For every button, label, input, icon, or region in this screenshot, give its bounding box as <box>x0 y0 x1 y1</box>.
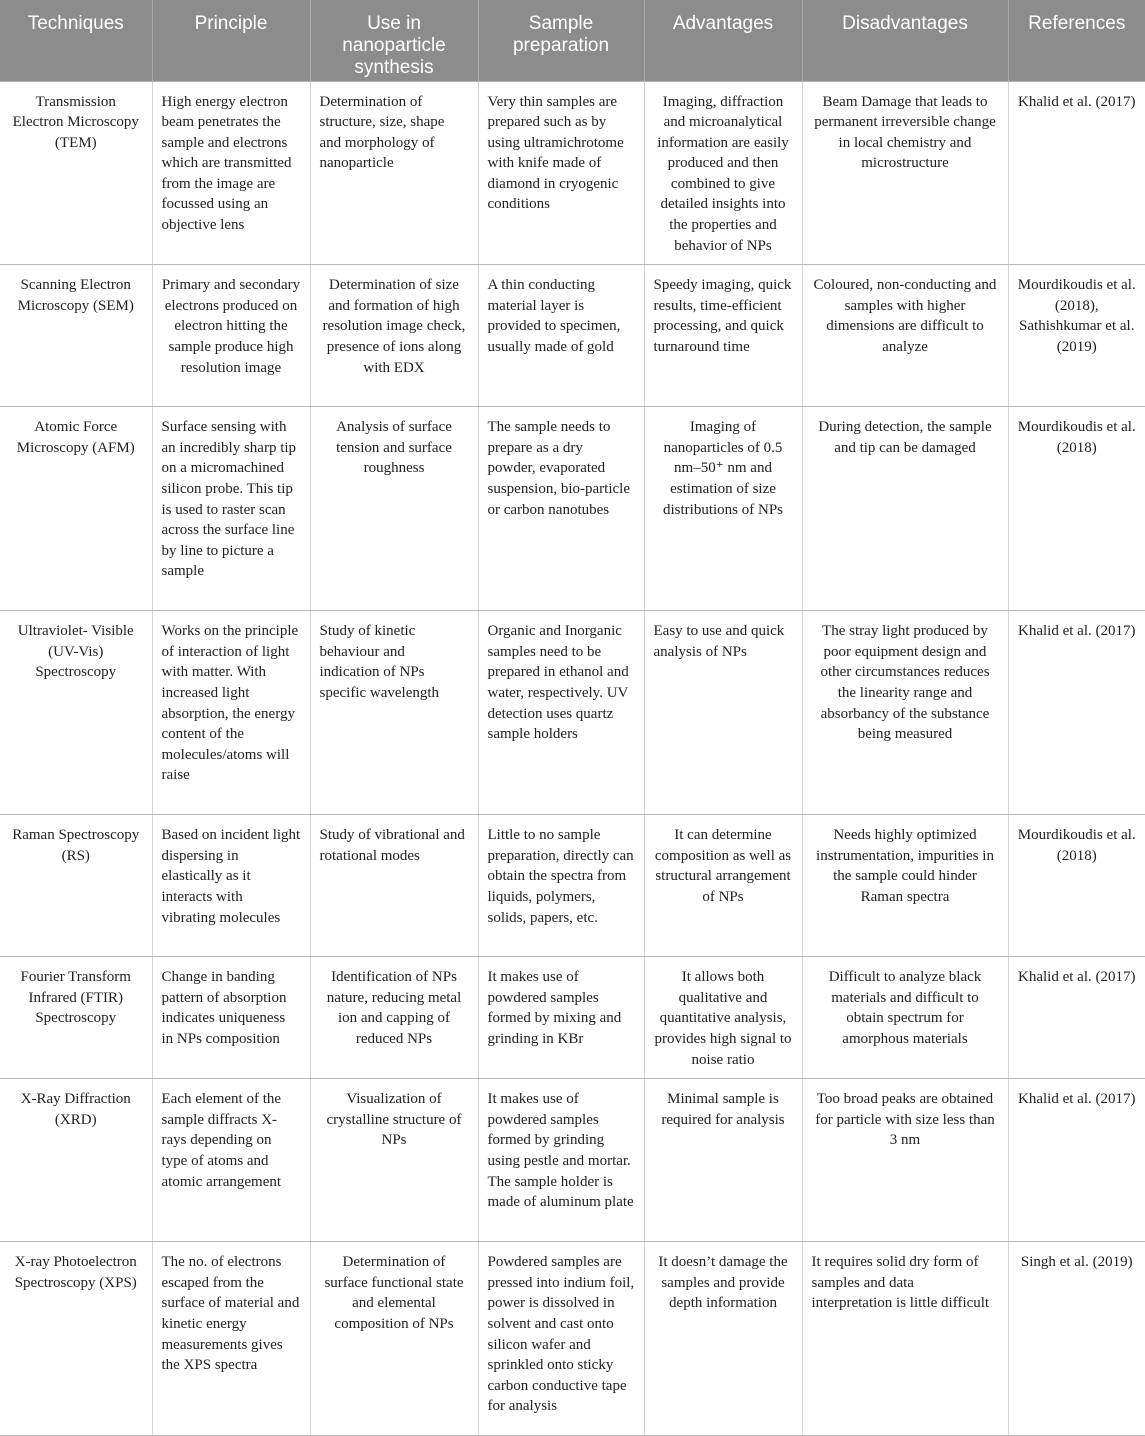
cell-principle: High energy electron beam penetrates the sample and electrons which are transmitted from the image are focussed using an objective lens <box>152 81 310 265</box>
table-row <box>0 957 1145 1079</box>
cell-disadvantages: Beam Damage that leads to permanent irreversible change in local chemistry and microstructure <box>802 81 1008 265</box>
header-references: References <box>1008 0 1145 81</box>
table-body <box>0 81 1145 1436</box>
table-row <box>0 1242 1145 1436</box>
cell-references: Khalid et al. (2017) <box>1008 81 1145 265</box>
table-row <box>0 265 1145 407</box>
cell-use: Study of vibrational and rotational modes <box>310 815 478 957</box>
cell-preparation: It makes use of powdered samples formed by grinding using pestle and mortar. The sample holder is made of aluminum plate <box>478 1079 644 1242</box>
cell-technique: Ultraviolet- Visible (UV-Vis) Spectroscopy <box>0 611 152 815</box>
cell-principle: Works on the principle of interaction of light with matter. With increased light absorption, the energy content of the molecules/atoms will raise <box>152 611 310 815</box>
cell-principle: Surface sensing with an incredibly sharp tip on a micromachined silicon probe. This tip is used to raster scan across the surface line by line to picture a sample <box>152 407 310 611</box>
cell-references: Khalid et al. (2017) <box>1008 1079 1145 1242</box>
cell-disadvantages: During detection, the sample and tip can be damaged <box>802 407 1008 611</box>
cell-advantages: It can determine composition as well as structural arrangement of NPs <box>644 815 802 957</box>
cell-advantages: It allows both qualitative and quantitative analysis, provides high signal to noise ratio <box>644 957 802 1079</box>
table-row <box>0 1079 1145 1242</box>
cell-advantages: Easy to use and quick analysis of NPs <box>644 611 802 815</box>
header-principle: Principle <box>152 0 310 81</box>
cell-principle: Based on incident light dispersing in elastically as it interacts with vibrating molecules <box>152 815 310 957</box>
cell-preparation: A thin conducting material layer is provided to specimen, usually made of gold <box>478 265 644 407</box>
cell-use: Identification of NPs nature, reducing metal ion and capping of reduced NPs <box>310 957 478 1079</box>
cell-use: Determination of structure, size, shape and morphology of nanoparticle <box>310 81 478 265</box>
cell-use: Analysis of surface tension and surface roughness <box>310 407 478 611</box>
table-header <box>0 0 1145 81</box>
cell-advantages: Imaging of nanoparticles of 0.5 nm–50⁺ nm and estimation of size distributions of NPs <box>644 407 802 611</box>
header-sample-preparation: Sample preparation <box>478 0 644 81</box>
cell-references: Khalid et al. (2017) <box>1008 611 1145 815</box>
cell-references: Mourdikoudis et al. (2018) <box>1008 407 1145 611</box>
cell-technique: X-ray Photoelectron Spectroscopy (XPS) <box>0 1242 152 1436</box>
header-disadvantages: Disadvantages <box>802 0 1008 81</box>
cell-references: Mourdikoudis et al. (2018), Sathishkumar et al. (2019) <box>1008 265 1145 407</box>
cell-technique: Transmission Electron Microscopy (TEM) <box>0 81 152 265</box>
cell-technique: Fourier Transform Infrared (FTIR) Spectroscopy <box>0 957 152 1079</box>
cell-preparation: The sample needs to prepare as a dry powder, evaporated suspension, bio-particle or carbon nanotubes <box>478 407 644 611</box>
cell-preparation: Little to no sample preparation, directly can obtain the spectra from liquids, polymers, solids, papers, etc. <box>478 815 644 957</box>
cell-use: Visualization of crystalline structure of NPs <box>310 1079 478 1242</box>
table-row <box>0 407 1145 611</box>
cell-principle: Change in banding pattern of absorption indicates uniqueness in NPs composition <box>152 957 310 1079</box>
cell-technique: Atomic Force Microscopy (AFM) <box>0 407 152 611</box>
cell-disadvantages: The stray light produced by poor equipment design and other circumstances reduces the linearity range and absorbancy of the substance being measured <box>802 611 1008 815</box>
cell-disadvantages: It requires solid dry form of samples and data interpretation is little difficult <box>802 1242 1008 1436</box>
cell-disadvantages: Too broad peaks are obtained for particle with size less than 3 nm <box>802 1079 1008 1242</box>
cell-references: Singh et al. (2019) <box>1008 1242 1145 1436</box>
cell-technique: Scanning Electron Microscopy (SEM) <box>0 265 152 407</box>
cell-advantages: Imaging, diffraction and microanalytical information are easily produced and then combined to give detailed insights into the properties and behavior of NPs <box>644 81 802 265</box>
header-advantages: Advantages <box>644 0 802 81</box>
cell-principle: The no. of electrons escaped from the surface of material and kinetic energy measurements gives the XPS spectra <box>152 1242 310 1436</box>
cell-advantages: Minimal sample is required for analysis <box>644 1079 802 1242</box>
cell-references: Mourdikoudis et al. (2018) <box>1008 815 1145 957</box>
table-row <box>0 611 1145 815</box>
table-row <box>0 815 1145 957</box>
header-row <box>0 0 1145 81</box>
table-row <box>0 81 1145 265</box>
cell-use: Study of kinetic behaviour and indication of NPs specific wavelength <box>310 611 478 815</box>
cell-use: Determination of surface functional state and elemental composition of NPs <box>310 1242 478 1436</box>
cell-technique: Raman Spectroscopy (RS) <box>0 815 152 957</box>
cell-preparation: It makes use of powdered samples formed by mixing and grinding in KBr <box>478 957 644 1079</box>
cell-disadvantages: Needs highly optimized instrumentation, impurities in the sample could hinder Raman spectra <box>802 815 1008 957</box>
cell-disadvantages: Coloured, non-conducting and samples with higher dimensions are difficult to analyze <box>802 265 1008 407</box>
header-use: Use in nanoparticle synthesis <box>310 0 478 81</box>
cell-use: Determination of size and formation of high resolution image check, presence of ions along with EDX <box>310 265 478 407</box>
header-techniques: Techniques <box>0 0 152 81</box>
cell-preparation: Powdered samples are pressed into indium foil, power is dissolved in solvent and cast onto silicon wafer and sprinkled onto sticky carbon conductive tape for analysis <box>478 1242 644 1436</box>
cell-preparation: Organic and Inorganic samples need to be prepared in ethanol and water, respectively. UV detection uses quartz sample holders <box>478 611 644 815</box>
cell-disadvantages: Difficult to analyze black materials and difficult to obtain spectrum for amorphous materials <box>802 957 1008 1079</box>
cell-advantages: Speedy imaging, quick results, time-efficient processing, and quick turnaround time <box>644 265 802 407</box>
cell-principle: Each element of the sample diffracts X-rays depending on type of atoms and atomic arrangement <box>152 1079 310 1242</box>
cell-references: Khalid et al. (2017) <box>1008 957 1145 1079</box>
cell-technique: X-Ray Diffraction (XRD) <box>0 1079 152 1242</box>
cell-preparation: Very thin samples are prepared such as by using ultramichrotome with knife made of diamond in cryogenic conditions <box>478 81 644 265</box>
cell-advantages: It doesn’t damage the samples and provide depth information <box>644 1242 802 1436</box>
cell-principle: Primary and secondary electrons produced on electron hitting the sample produce high resolution image <box>152 265 310 407</box>
